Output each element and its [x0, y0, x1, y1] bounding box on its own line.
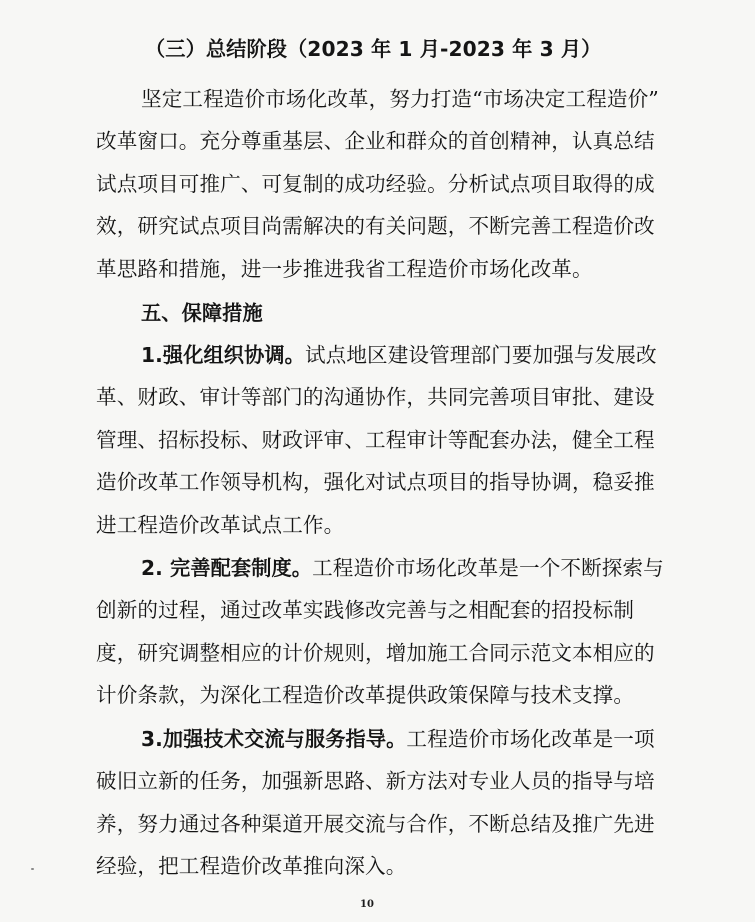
measure-2-line-3: 度，研究调整相应的计价规则，增加施工合同示范文本相应的 — [96, 641, 655, 665]
scan-speck — [31, 868, 34, 870]
measure-3-first-line — [141, 726, 655, 752]
measure-3-line-2: 破旧立新的任务，加强新思路、新方法对专业人员的指导与培 — [96, 769, 655, 793]
measure-1-line-2: 革、财政、审计等部门的沟通协作，共同完善项目审批、建设 — [96, 385, 655, 409]
summary-line-1: 坚定工程造价市场化改革，努力打造“市场决定工程造价” — [141, 87, 659, 111]
measure-3-line-4: 经验，把工程造价改革推向深入。 — [96, 854, 407, 878]
measure-2-first-rest: 工程造价市场化改革是一个不断探索与 — [312, 556, 664, 580]
measure-3-lead: 3.加强技术交流与服务指导。 — [141, 727, 407, 751]
measure-2-line-4: 计价条款，为深化工程造价改革提供政策保障与技术支撑。 — [96, 683, 635, 707]
measure-2-first-line — [141, 555, 664, 581]
measure-1-line-4: 造价改革工作领导机构，强化对试点项目的指导协调，稳妥推 — [96, 470, 655, 494]
measure-1-first-line — [141, 342, 657, 368]
stage-heading: （三）总结阶段（2023 年 1 月-2023 年 3 月） — [145, 37, 602, 61]
page-number: 10 — [360, 899, 374, 910]
measure-3-first-rest: 工程造价市场化改革是一项 — [406, 727, 655, 751]
measure-2-lead: 2. 完善配套制度。 — [141, 556, 313, 580]
measure-3-line-3: 养，努力通过各种渠道开展交流与合作，不断总结及推广先进 — [96, 812, 655, 836]
summary-line-5: 革思路和措施，进一步推进我省工程造价市场化改革。 — [96, 257, 593, 281]
measure-1-line-3: 管理、招标投标、财政评审、工程审计等配套办法，健全工程 — [96, 428, 655, 452]
measure-1-line-5: 进工程造价改革试点工作。 — [96, 513, 345, 537]
summary-line-4: 效，研究试点项目尚需解决的有关问题，不断完善工程造价改 — [96, 214, 655, 238]
measure-2-line-2: 创新的过程，通过改革实践修改完善与之相配套的招投标制 — [96, 598, 635, 622]
measure-1-lead: 1.强化组织协调。 — [141, 343, 305, 367]
summary-line-2: 改革窗口。充分尊重基层、企业和群众的首创精神，认真总结 — [96, 129, 655, 153]
measure-1-first-rest: 试点地区建设管理部门要加强与发展改 — [304, 343, 657, 367]
summary-line-3: 试点项目可推广、可复制的成功经验。分析试点项目取得的成 — [96, 172, 655, 196]
section-title: 五、保障措施 — [141, 301, 263, 325]
